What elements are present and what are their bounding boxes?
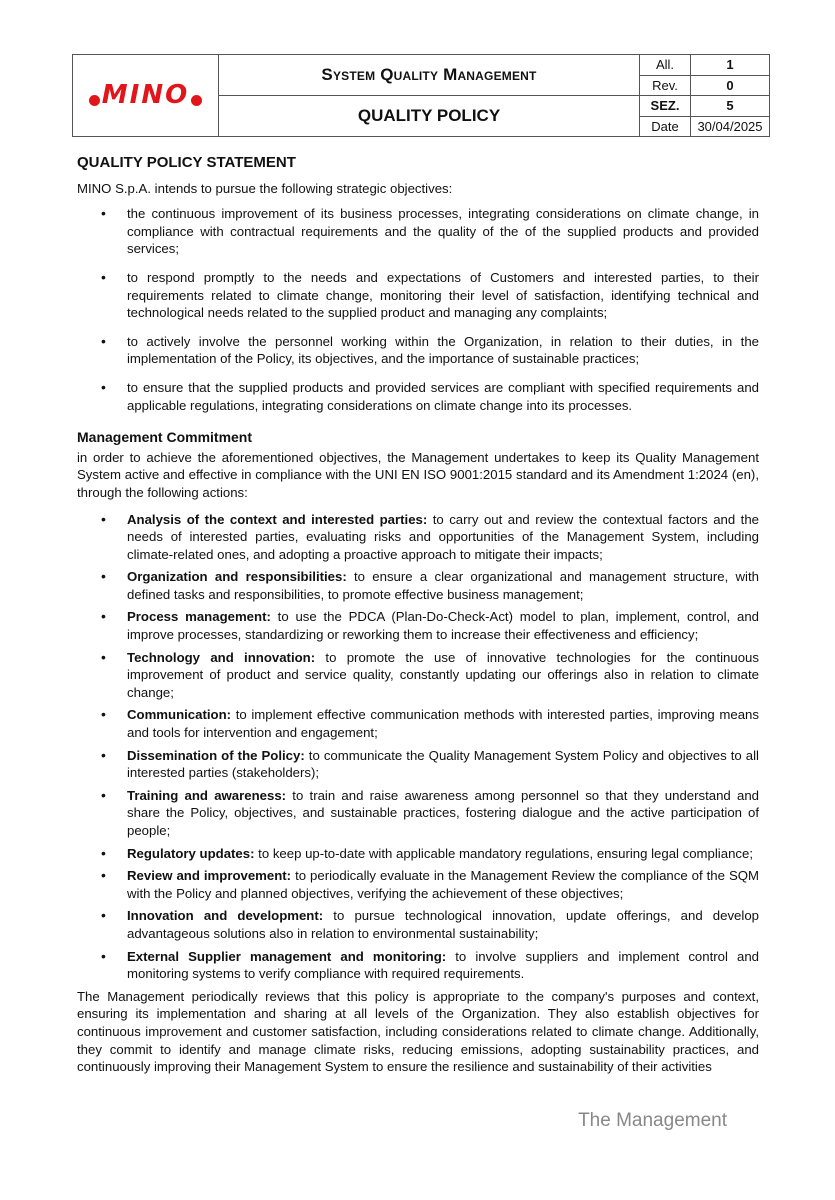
- bullet-icon: •: [101, 608, 106, 625]
- logo-dot-left: [89, 95, 100, 106]
- bullet-icon: •: [101, 332, 106, 349]
- meta-value-date: 30/04/2025: [691, 116, 770, 137]
- bullet-icon: •: [101, 746, 106, 763]
- closing-paragraph: The Management periodically reviews that this policy is appropriate to the company's purposes and context, ensuring its implementation and sharing at all levels of the Organization. They also establish objectives for continuous improvement and customer satisfaction, including considerations related to climate change. Additionally, they commit to identify and manage climate risks, reducing emissions, adopting sustainability practices, and continuously improving their Management System to ensure the resilience and sustainability of their activities: [77, 988, 759, 1075]
- document-title: [219, 55, 640, 96]
- bullet-icon: •: [101, 844, 106, 861]
- action-title: Review and improvement:: [127, 868, 292, 884]
- action-text: to keep up-to-date with applicable mandatory regulations, ensuring legal compliance;: [254, 845, 753, 861]
- list-item: [77, 568, 759, 603]
- logo-text: MINO: [101, 79, 190, 110]
- action-text: to implement effective communication methods with interested parties, improving means and tools for intervention and engagement;: [127, 707, 759, 741]
- action-text: to ensure a clear organizational and management structure, with defined tasks and responsibilities, to promote effective business management;: [127, 569, 759, 602]
- company-logo: [89, 80, 202, 110]
- meta-key-date: Date: [640, 116, 691, 137]
- signature: The Management: [578, 1110, 727, 1131]
- action-title: Communication:: [127, 707, 232, 723]
- list-item: [77, 907, 759, 942]
- action-text: to promote the use of innovative technologies for the continuous improvement of product and service quality, constantly updating our offerings also in relation to climate change;: [127, 649, 759, 700]
- bullet-icon: •: [101, 648, 106, 665]
- bullet-icon: •: [101, 907, 106, 924]
- system-title: System Quality Management: [321, 65, 537, 84]
- list-item: [77, 867, 759, 902]
- action-text: to train and raise awareness among personnel so that they understand and share the Policy, objectives, and sustainable practices, fostering dialogue and the active participation of people;: [127, 787, 759, 838]
- action-text: to communicate the Quality Management System Policy and objectives to all interested parties (stakeholders);: [127, 747, 759, 781]
- objective-text: to ensure that the supplied products and provided services are compliant with specified requirements and applicable regulations, integrating considerations on climate change into its processes.: [127, 379, 759, 413]
- document-subtitle: [219, 96, 640, 137]
- list-item: [77, 706, 759, 741]
- meta-value-sez: 5: [691, 96, 770, 117]
- action-title: Technology and innovation:: [127, 649, 316, 665]
- bullet-icon: •: [101, 706, 106, 723]
- list-item: [77, 333, 759, 368]
- actions-list: [77, 511, 759, 983]
- action-title: Regulatory updates:: [127, 845, 255, 861]
- commitment-heading: Management Commitment: [77, 429, 253, 446]
- bullet-icon: •: [101, 947, 106, 964]
- objective-text: the continuous improvement of its business processes, integrating considerations on climate change, in compliance with contractual requirements and the quality of the of the supplied products and provided services;: [127, 206, 759, 257]
- action-title: Innovation and development:: [127, 908, 324, 924]
- document-body: [77, 150, 759, 1076]
- list-item: [77, 747, 759, 782]
- policy-title: QUALITY POLICY: [357, 106, 501, 125]
- bullet-icon: •: [101, 510, 106, 527]
- action-text: to use the PDCA (Plan-Do-Check-Act) model to plan, implement, control, and improve processes, standardizing or reworking them to increase their effectiveness and efficiency;: [127, 609, 759, 643]
- action-title: Process management:: [127, 609, 271, 625]
- action-title: Analysis of the context and interested parties:: [127, 511, 428, 527]
- bullet-icon: •: [101, 378, 106, 395]
- list-item: [77, 845, 759, 863]
- list-item: [77, 948, 759, 983]
- list-item: [77, 379, 759, 414]
- list-item: [77, 205, 759, 258]
- list-item: [77, 649, 759, 702]
- action-title: Organization and responsibilities:: [127, 569, 347, 585]
- bullet-icon: •: [101, 867, 106, 884]
- action-title: External Supplier management and monitoring:: [127, 948, 447, 964]
- bullet-icon: •: [101, 268, 106, 285]
- logo-dot-right: [191, 95, 202, 106]
- objective-text: to respond promptly to the needs and expectations of Customers and interested parties, to their requirements related to climate change, monitoring their level of satisfaction, identifying technical and technological needs related to the supplied product and managing any complaints;: [127, 269, 759, 321]
- action-text: to involve suppliers and implement control and monitoring systems to verify compliance with required requirements.: [127, 948, 759, 982]
- meta-key-sez: SEZ.: [640, 96, 691, 117]
- statement-intro: MINO S.p.A. intends to pursue the following strategic objectives:: [77, 180, 453, 196]
- action-text: to carry out and review the contextual factors and the needs of interested parties, evaluating risks and opportunities of the Management System, including climate-related ones, and adopting a proactive approach to mitigate their impacts;: [127, 511, 759, 562]
- objective-text: to actively involve the personnel working within the Organization, in relation to their duties, in the implementation of the Policy, its objectives, and the importance of sustainable practices;: [127, 333, 759, 367]
- meta-value-all: 1: [691, 55, 770, 76]
- statement-heading: QUALITY POLICY STATEMENT: [77, 154, 296, 171]
- document-header: [72, 54, 770, 137]
- meta-key-all: All.: [640, 55, 691, 76]
- list-item: [77, 269, 759, 322]
- commitment-intro: in order to achieve the aforementioned objectives, the Management undertakes to keep its Quality Management System active and effective in compliance with the UNI EN ISO 9001:2015 standard and its Amendment 1:2024 (en), through the following actions:: [77, 449, 759, 500]
- bullet-icon: •: [101, 786, 106, 803]
- objectives-list: [77, 205, 759, 414]
- bullet-icon: •: [101, 568, 106, 585]
- list-item: [77, 511, 759, 564]
- meta-key-rev: Rev.: [640, 75, 691, 96]
- action-title: Training and awareness:: [127, 787, 287, 803]
- action-text: to periodically evaluate in the Management Review the compliance of the SQM with the Policy and planned objectives, verifying the achievement of these objectives;: [127, 868, 759, 901]
- list-item: [77, 608, 759, 643]
- action-title: Dissemination of the Policy:: [127, 747, 305, 763]
- meta-value-rev: 0: [691, 75, 770, 96]
- logo-cell: [73, 55, 219, 137]
- bullet-icon: •: [101, 205, 106, 222]
- list-item: [77, 787, 759, 840]
- action-text: to pursue technological innovation, update offerings, and develop advantageous solutions also in relation to environmental sustainability;: [127, 908, 759, 941]
